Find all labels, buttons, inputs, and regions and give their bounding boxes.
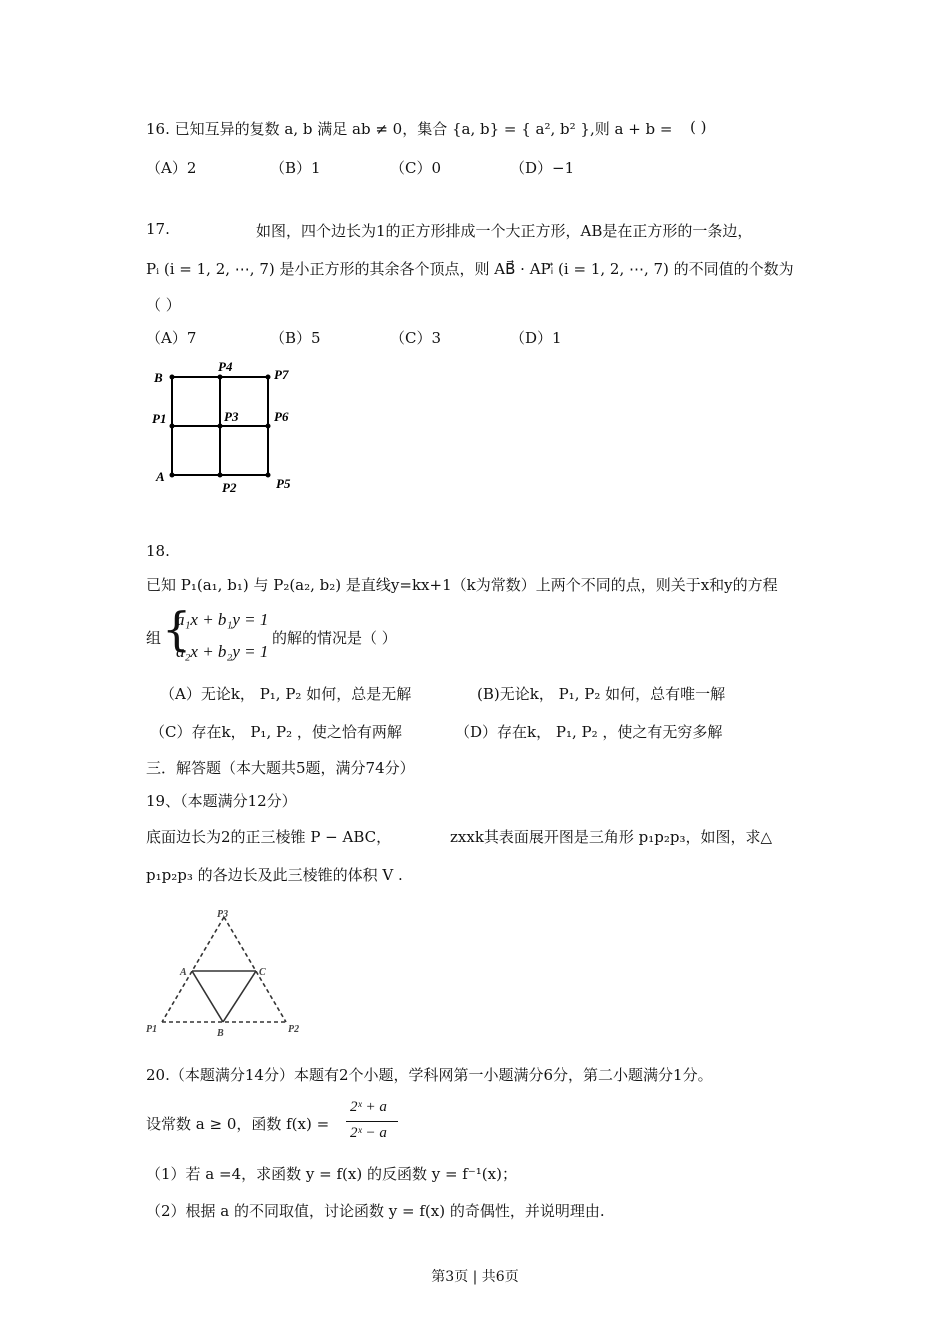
label-P5: P5 bbox=[276, 476, 291, 491]
label-P7: P7 bbox=[274, 367, 289, 382]
q16-option-b: （B）1 bbox=[270, 159, 321, 177]
label-A: A bbox=[156, 469, 165, 484]
label-P1: P1 bbox=[152, 411, 167, 426]
label-P1: P1 bbox=[146, 1024, 158, 1035]
label-P2: P2 bbox=[222, 480, 237, 495]
section-3-heading: 三．解答题（本大题共5题，满分74分） bbox=[146, 759, 415, 777]
q18-option-d: （D）存在k， P₁, P₂ ，使之有无穷多解 bbox=[455, 723, 723, 741]
q17-option-d: （D）1 bbox=[510, 329, 562, 347]
label-P6: P6 bbox=[274, 409, 289, 424]
q19-header: 19、（本题满分12分） bbox=[146, 792, 297, 810]
q18-system-suffix: 的解的情况是（ ） bbox=[272, 629, 397, 647]
q18-system-prefix: 组 bbox=[146, 629, 162, 647]
q18-brace: { bbox=[162, 602, 192, 656]
q20-fraction-denominator: 2ˣ − a bbox=[350, 1125, 387, 1141]
q17-line2: Pᵢ (i = 1, 2, ⋯, 7) 是小正方形的其余各个顶点，则 AB⃗ · APᵢ⃗ (i = 1, 2, ⋯, 7) 的不同值的个数为 bbox=[146, 260, 794, 278]
q17-option-b: （B）5 bbox=[270, 329, 321, 347]
q17-grid-figure bbox=[148, 355, 308, 500]
q18-option-b: (B)无论k， P₁, P₂ 如何，总有唯一解 bbox=[477, 685, 726, 703]
q17-option-c: （C）3 bbox=[390, 329, 442, 347]
q18-number: 18. bbox=[146, 542, 170, 560]
q17-number: 17. bbox=[146, 220, 170, 238]
q19-line1: 底面边长为2的正三棱锥 P − ABC， bbox=[146, 828, 392, 846]
label-P4: P4 bbox=[218, 359, 233, 374]
q20-fraction-numerator: 2ˣ + a bbox=[350, 1099, 387, 1115]
q17-blank: （ ） bbox=[146, 296, 181, 314]
q18-option-a: （A）无论k， P₁, P₂ 如何，总是无解 bbox=[160, 685, 412, 703]
q17-line1: 如图，四个边长为1的正方形排成一个大正方形，AB是在正方形的一条边， bbox=[256, 222, 753, 240]
q20-header: 20.（本题满分14分）本题有2个小题，学科网第一小题满分6分，第二小题满分1分。 bbox=[146, 1066, 713, 1084]
q20-part-1: （1）若 a =4，求函数 y = f(x) 的反函数 y = f⁻¹(x)； bbox=[146, 1165, 517, 1183]
page-footer: 第3页 | 共6页 bbox=[431, 1269, 519, 1285]
label-C: C bbox=[259, 967, 266, 978]
label-P3: P3 bbox=[217, 909, 229, 920]
q17-option-a: （A）7 bbox=[146, 329, 197, 347]
label-B: B bbox=[154, 370, 163, 385]
label-B: B bbox=[217, 1028, 224, 1039]
q19-line1b: zxxk其表面展开图是三角形 p₁p₂p₃，如图，求△ bbox=[450, 828, 773, 846]
label-P2: P2 bbox=[288, 1024, 300, 1035]
q16-option-c: （C）0 bbox=[390, 159, 442, 177]
q18-equation-2: a₂x + b₂y = 1 bbox=[176, 642, 269, 661]
label-A: A bbox=[180, 967, 187, 978]
q18-line1: 已知 P₁(a₁, b₁) 与 P₂(a₂, b₂) 是直线y=kx+1（k为常数）上两个不同的点，则关于x和y的方程 bbox=[146, 576, 778, 594]
q20-fraction-bar bbox=[346, 1121, 398, 1122]
q19-net-figure bbox=[144, 905, 319, 1040]
q16-blank: ( ) bbox=[690, 118, 707, 136]
q19-line2: p₁p₂p₃ 的各边长及此三棱锥的体积 V . bbox=[146, 866, 403, 884]
label-P3: P3 bbox=[224, 409, 239, 424]
q18-equation-1: a₁x + b₁y = 1 bbox=[176, 610, 269, 629]
q16-stem: 16. 已知互异的复数 a, b 满足 ab ≠ 0，集合 {a, b} = { a², b² },则 a + b = bbox=[146, 120, 673, 138]
q16-option-d: （D）−1 bbox=[510, 159, 575, 177]
q16-option-a: （A）2 bbox=[146, 159, 197, 177]
q20-definition: 设常数 a ≥ 0，函数 f(x) = bbox=[146, 1115, 330, 1133]
q20-part-2: （2）根据 a 的不同取值，讨论函数 y = f(x) 的奇偶性，并说明理由. bbox=[146, 1202, 605, 1220]
q18-option-c: （C）存在k， P₁, P₂ ，使之恰有两解 bbox=[150, 723, 402, 741]
